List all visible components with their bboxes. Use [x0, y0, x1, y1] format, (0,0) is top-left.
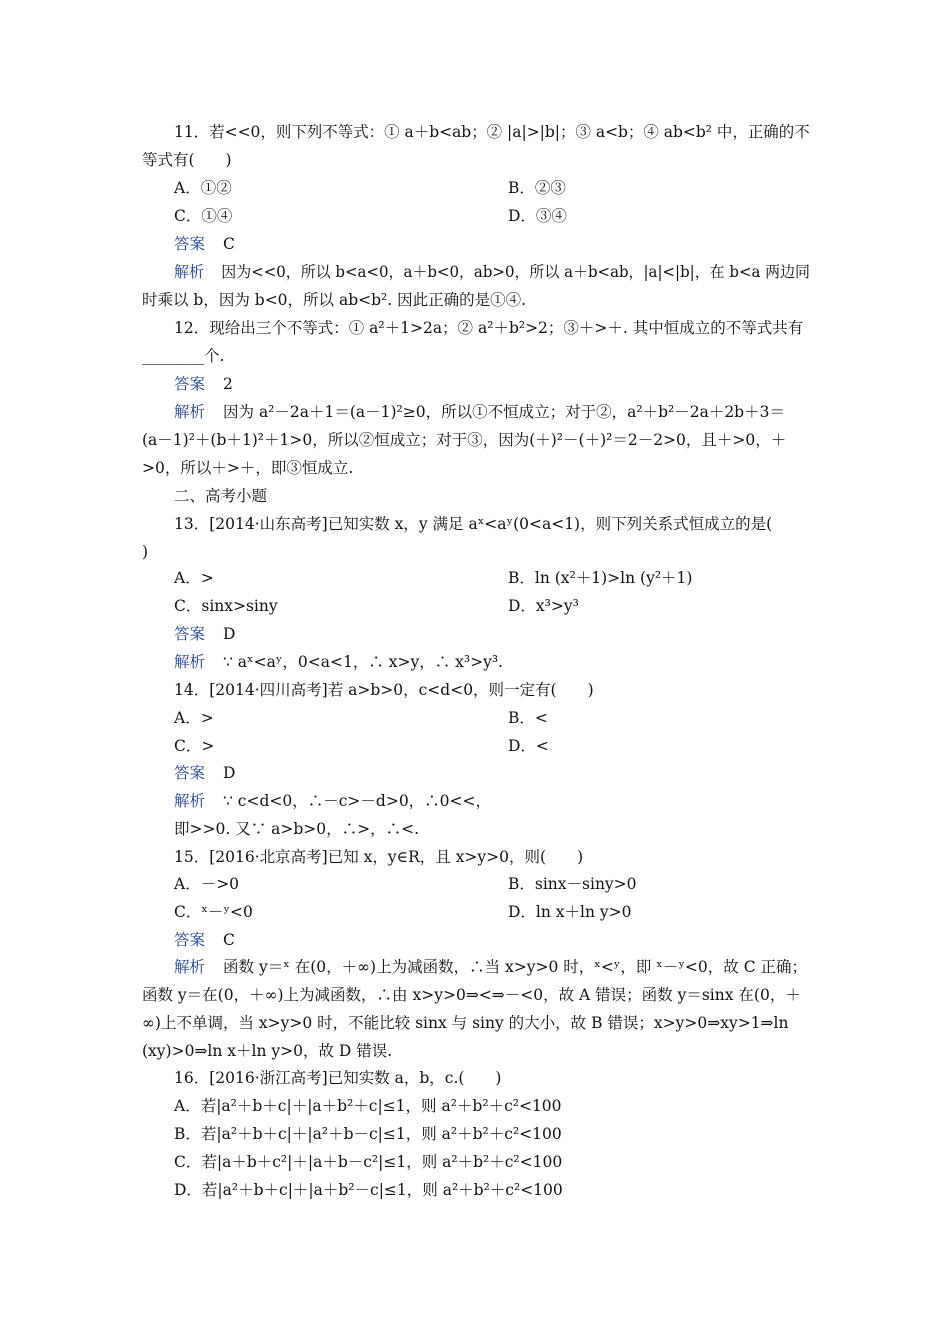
q16-option-b: B．若|a²＋b＋c|＋|a²＋b－c|≤1，则 a²＋b²＋c²<100 [174, 1125, 562, 1143]
analysis-label: 解析 [174, 653, 206, 671]
q12-analysis-line-3: >0，所以＋>＋，即③恒成立. [142, 459, 354, 477]
q15-option-c: C．ˣ－ʸ<0 [174, 903, 253, 921]
q14-option-b: B．< [508, 709, 548, 727]
q13-answer [174, 624, 235, 644]
q14-option-d: D．< [508, 737, 549, 755]
q15-analysis-line-4: (xy)>0⇒ln x＋ln y>0，故 D 错误. [142, 1042, 393, 1060]
q14-option-c: C．> [174, 737, 215, 755]
q15-option-d: D．ln x＋ln y>0 [508, 903, 632, 921]
question-14: 14．[2014·四川高考]若 a>b>0，c<d<0，则一定有( ) [174, 681, 594, 699]
q13-option-b: B．ln (x²＋1)>ln (y²＋1) [508, 569, 693, 587]
q12-analysis-line-1 [174, 402, 785, 422]
q15-analysis-line-2: 函数 y＝在(0，＋∞)上为减函数，∴由 x>y>0⇒<⇒－<0，故 A 错误；函数 y＝sinx 在(0，＋ [142, 986, 801, 1004]
question-12-line-1: 12．现给出三个不等式：① a²＋1>2a；② a²＋b²>2；③＋>＋. 其中恒成立的不等式共有 [174, 319, 804, 337]
answer-label: 答案 [174, 931, 206, 949]
q15-answer-value: C [223, 931, 235, 949]
question-16: 16．[2016·浙江高考]已知实数 a，b，c.( ) [174, 1069, 502, 1087]
q15-analysis-line-3: ∞)上不单调，当 x>y>0 时，不能比较 sinx 与 siny 的大小，故 B 错误；x>y>0⇒xy>1⇒ln [142, 1014, 789, 1032]
q12-answer-value: 2 [223, 375, 233, 393]
section-heading: 二、高考小题 [174, 487, 268, 505]
q11-analysis-line-1 [174, 262, 810, 282]
analysis-label: 解析 [174, 263, 204, 281]
q12-answer [174, 374, 233, 394]
answer-label: 答案 [174, 625, 206, 643]
q13-option-c: C．sinx>siny [174, 597, 278, 615]
q11-analysis-text: 因为<<0，所以 b<a<0，a＋b<0，ab>0，所以 a＋b<ab，|a|<|b|，在 b<a 两边同 [221, 263, 811, 281]
question-15: 15．[2016·北京高考]已知 x，y∈R，且 x>y>0，则( ) [174, 848, 584, 866]
q14-answer [174, 763, 235, 783]
q11-option-c: C．①④ [174, 207, 233, 225]
q14-answer-value: D [223, 764, 236, 782]
q16-option-d: D．若|a²＋b＋c|＋|a＋b²－c|≤1，则 a²＋b²＋c²<100 [174, 1181, 563, 1199]
analysis-label: 解析 [174, 403, 206, 421]
q11-analysis-line-2: 时乘以 b，因为 b<0，所以 ab<b². 因此正确的是①④. [142, 291, 527, 309]
question-12-line-2: ________个. [142, 347, 225, 365]
q15-option-b: B．sinx－siny>0 [508, 875, 637, 893]
q11-option-a: A．①② [174, 179, 232, 197]
q13-analysis-text: ∵ aˣ<aʸ，0<a<1，∴ x>y，∴ x³>y³. [223, 653, 504, 671]
q11-answer [174, 234, 235, 254]
analysis-label: 解析 [174, 792, 206, 810]
answer-label: 答案 [174, 235, 206, 253]
question-13-line-2: ) [142, 543, 149, 561]
q15-option-a: A．－>0 [174, 875, 240, 893]
q15-answer [174, 930, 235, 950]
q14-option-a: A．> [174, 709, 214, 727]
q13-option-d: D．x³>y³ [508, 597, 579, 615]
question-11-line-1: 11．若<<0，则下列不等式：① a＋b<ab；② |a|>|b|；③ a<b；④ ab<b² 中，正确的不 [174, 123, 810, 141]
q16-option-a: A．若|a²＋b＋c|＋|a＋b²＋c|≤1，则 a²＋b²＋c²<100 [174, 1097, 562, 1115]
analysis-label: 解析 [174, 958, 206, 976]
question-11-line-2: 等式有( ) [142, 151, 232, 169]
q14-analysis-line-1 [174, 791, 491, 811]
answer-label: 答案 [174, 375, 206, 393]
q12-analysis-line-2: (a－1)²＋(b＋1)²＋1>0，所以②恒成立；对于③，因为(＋)²－(＋)²＝2－2>0，且＋>0，＋ [142, 431, 787, 449]
q16-option-c: C．若|a＋b＋c²|＋|a＋b－c²|≤1，则 a²＋b²＋c²<100 [174, 1153, 563, 1171]
q13-option-a: A．> [174, 569, 214, 587]
q12-analysis-text: 因为 a²－2a＋1＝(a－1)²≥0，所以①不恒成立；对于②，a²＋b²－2a＋2b＋3＝ [223, 403, 785, 421]
q14-analysis-line-2: 即>>0. 又∵ a>b>0，∴>，∴<. [174, 820, 420, 838]
q14-analysis-text: ∵ c<d<0，∴－c>－d>0，∴0<<， [223, 792, 492, 810]
question-13-line-1: 13．[2014·山东高考]已知实数 x，y 满足 aˣ<aʸ(0<a<1)，则下列关系式恒成立的是( [174, 515, 773, 533]
q11-option-d: D．③④ [508, 207, 567, 225]
answer-label: 答案 [174, 764, 206, 782]
q15-analysis-line-1 [174, 957, 807, 977]
q11-option-b: B．②③ [508, 179, 566, 197]
q15-analysis-text: 函数 y＝ˣ 在(0，＋∞)上为减函数，∴当 x>y>0 时，ˣ<ʸ，即 ˣ－ʸ<0，故 C 正确； [223, 958, 807, 976]
q13-answer-value: D [223, 625, 236, 643]
q13-analysis [174, 652, 503, 672]
q11-answer-value: C [223, 235, 235, 253]
